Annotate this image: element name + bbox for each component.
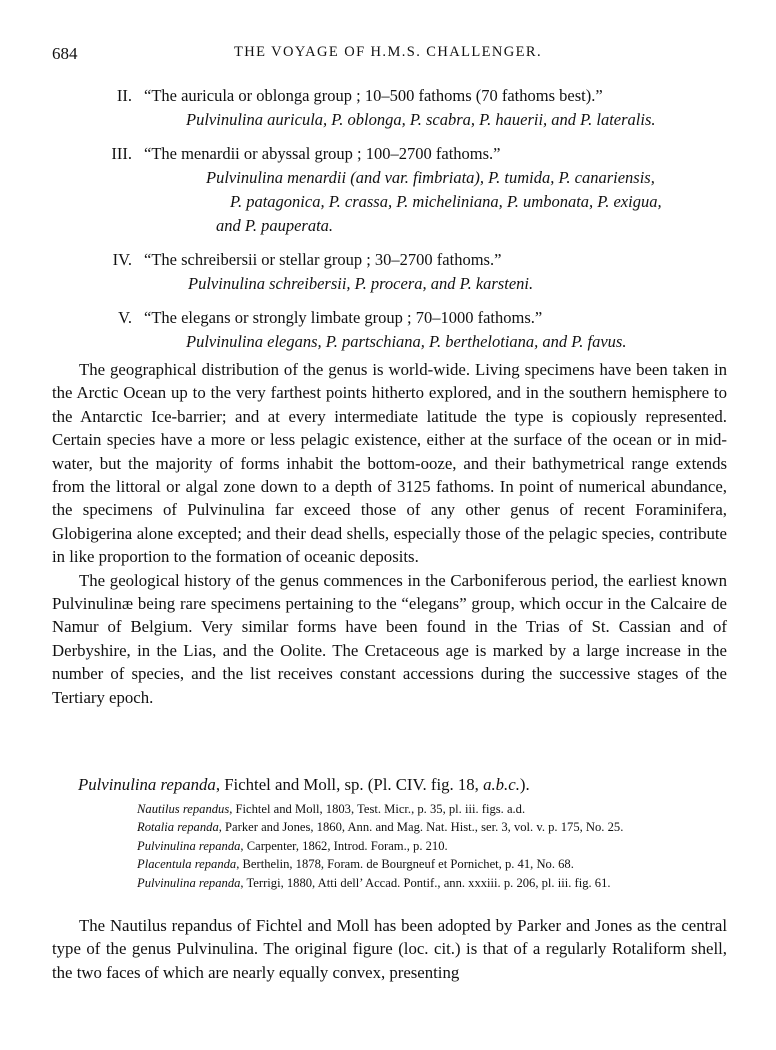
running-header	[52, 44, 724, 68]
synonym-citation: , Fichtel and Moll, 1803, Test. Micr., p. 35, pl. iii. figs. a.d.	[229, 802, 526, 816]
group-species-line: Pulvinulina elegans, P. partschiana, P. berthelotiana, and P. favus.	[186, 332, 627, 351]
synonym-citation: , Terrigi, 1880, Atti dell’ Accad. Pontif., ann. xxxiii. p. 206, pl. iii. fig. 61.	[240, 875, 611, 890]
body-text	[52, 358, 727, 709]
body-text-final	[52, 914, 727, 984]
group-numeral: IV.	[112, 250, 132, 269]
group-heading: “The elegans or strongly limbate group ; 70–1000 fathoms.”	[144, 308, 543, 327]
group-heading: “The schreibersii or stellar group ; 30–2700 fathoms.”	[144, 250, 502, 269]
group-species-line: Pulvinulina schreibersii, P. procera, and P. karsteni.	[188, 274, 534, 293]
synonymy-item	[137, 837, 727, 855]
synonym-name: Pulvinulina repanda	[137, 838, 241, 853]
synonym-name: Rotalia repanda	[137, 820, 219, 835]
synonymy-item	[137, 800, 727, 818]
synonym-name: Nautilus repandus	[137, 802, 230, 816]
page-number: 684	[52, 44, 78, 63]
synonym-name: Pulvinulina repanda	[137, 875, 241, 890]
group-heading: “The auricula or oblonga group ; 10–500 fathoms (70 fathoms best).”	[144, 86, 603, 105]
synonym-citation: , Berthelin, 1878, Foram. de Bourgneuf et Pornichet, p. 41, No. 68.	[236, 857, 574, 872]
group-heading: “The menardii or abyssal group ; 100–2700 fathoms.”	[144, 144, 501, 163]
synonym-citation: , Parker and Jones, 1860, Ann. and Mag. Nat. Hist., ser. 3, vol. v. p. 175, No. 25.	[218, 820, 624, 835]
paragraph-repanda: The Nautilus repandus of Fichtel and Moll has been adopted by Parker and Jones as the central type of the genus Pulvinulina. The original figure (loc. cit.) is that of a regularly Rotaliform shell, the two faces of which are nearly equally convex, presenting	[52, 916, 727, 982]
group-item	[0, 250, 776, 302]
group-species-line: Pulvinulina menardii (and var. fimbriata), P. tumida, P. canariensis,	[206, 168, 655, 187]
synonymy-item	[137, 874, 727, 892]
species-name: Pulvinulina repanda	[78, 775, 216, 794]
synonymy-item	[137, 855, 727, 873]
group-numeral: III.	[111, 144, 132, 163]
group-list	[0, 86, 776, 366]
species-close: ).	[519, 775, 530, 794]
group-species-line: and P. pauperata.	[216, 216, 334, 235]
synonym-citation: , Carpenter, 1862, Introd. Foram., p. 210.	[240, 838, 448, 853]
group-item	[0, 308, 776, 360]
paragraph-distribution: The geographical distribution of the genus is world-wide. Living specimens have been taken in the Arctic Ocean up to the very farthest points hitherto explored, and in the southern hemisphere to the Antarctic Ice-barrier; and at every intermediate latitude the type is copiously represented. Certain species have a more or less pelagic existence, either at the surface of the ocean or in mid-water, but the majority of forms inhabit the bottom-ooze, and their bathymetrical range extends from the littoral or algal zone down to a depth of 3125 fathoms. In point of numerical abundance, the specimens of Pulvinulina far exceed those of any other genus of recent Foraminifera, Globigerina alone excepted; and their dead shells, especially those of the pelagic species, contribute in like proportion to the formation of oceanic deposits.	[52, 360, 727, 567]
running-title: THE VOYAGE OF H.M.S. CHALLENGER.	[234, 44, 542, 60]
species-entry-title	[78, 775, 530, 795]
group-species-line: P. patagonica, P. crassa, P. micheliniana, P. umbonata, P. exigua,	[230, 192, 662, 211]
species-figs: a.b.c.	[483, 775, 520, 794]
group-item	[0, 144, 776, 244]
group-species-line: Pulvinulina auricula, P. oblonga, P. scabra, P. hauerii, and P. lateralis.	[186, 110, 656, 129]
paragraph-geology: The geological history of the genus commences in the Carboniferous period, the earliest known Pulvinulinæ being rare specimens pertaining to the “elegans” group, which occur in the Calcaire de Namur of Belgium. Very similar forms have been found in the Trias of St. Cassian and of Derbyshire, in the Lias, and the Oolite. The Cretaceous age is marked by a large increase in the number of species, and the list receives constant accessions during the successive stages of the Tertiary epoch.	[52, 570, 727, 707]
group-numeral: V.	[118, 308, 132, 327]
synonymy-item	[137, 818, 727, 836]
group-item	[0, 86, 776, 138]
synonym-name: Placentula repanda	[137, 857, 237, 872]
species-authority: , Fichtel and Moll, sp. (Pl. CIV. fig. 18,	[215, 775, 484, 794]
group-numeral: II.	[116, 86, 132, 105]
synonymy-list	[137, 800, 727, 892]
